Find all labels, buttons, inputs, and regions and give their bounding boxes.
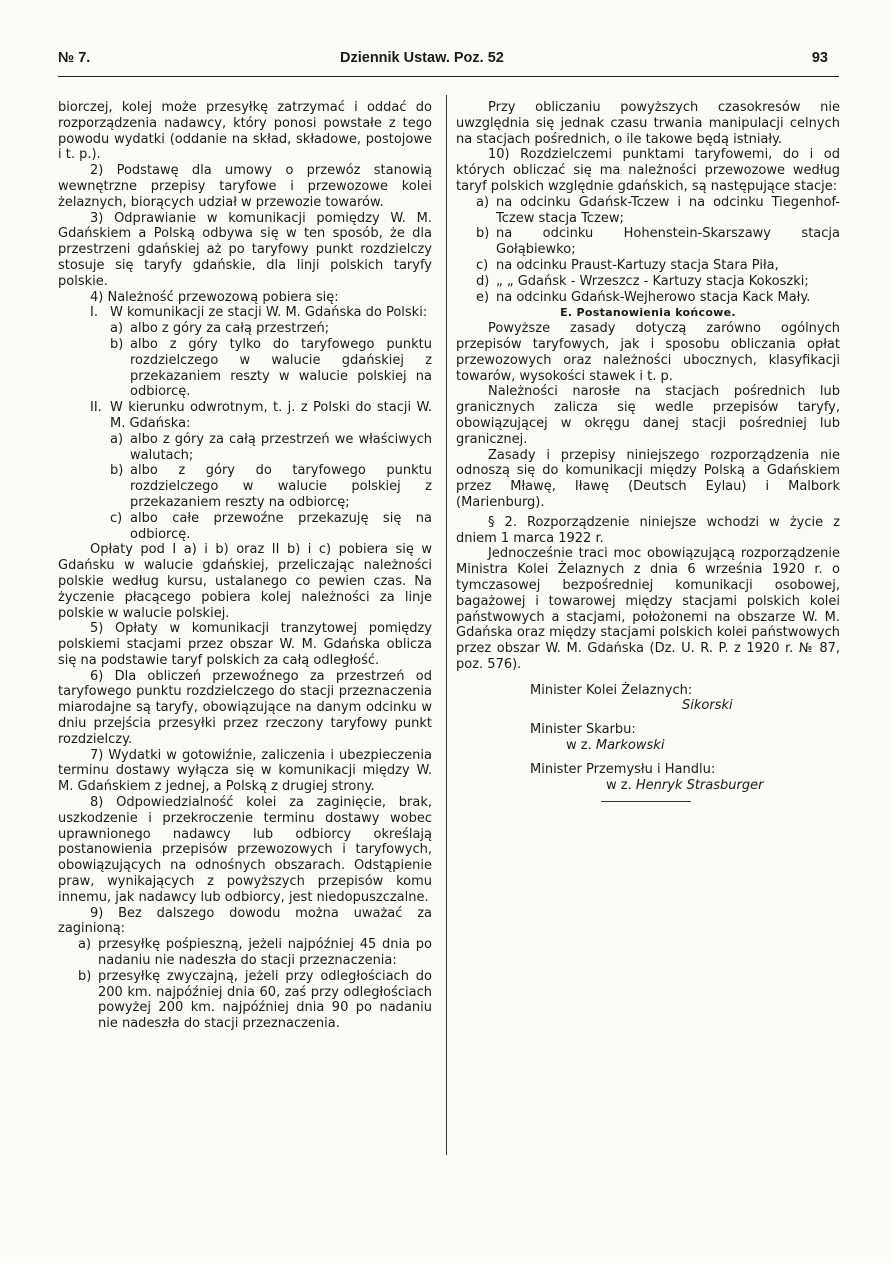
paragraph: Zasady i przepisy niniejszego rozporządzenia nie odnoszą się do komunikacji między Polską a Gdańskiem przez Mławę, Iławę (Deutsch Eylau) i Malbork (Marienburg). xyxy=(456,447,840,510)
list-marker: I. xyxy=(90,305,98,321)
paragraph: 10) Rozdzielczemi punktami taryfowemi, do i od których obliczać się ma należności przewozowe według taryf polskich względnie gdańskich, są następujące stacje: xyxy=(456,147,840,194)
paragraph: 3) Odprawianie w komunikacji pomiędzy W. M. Gdańskiem a Polską odbywa się w ten sposób, że dla przestrzeni gdańskiej aż po taryfowy punkt rozdzielczy stosuje się taryfy gdańskie, dla linji polskich taryfy polskie. xyxy=(58,210,432,289)
list-item xyxy=(58,432,432,464)
list-text: W komunikacji ze stacji W. M. Gdańska do Polski: xyxy=(110,305,428,321)
list-marker: d) xyxy=(476,273,490,289)
paragraph: 8) Odpowiedzialność kolei za zaginięcie, brak, uszkodzenie i przekroczenie terminu dostawy wobec uprawnionego nadawcy lub odbiorcy określają postanowienia przepisów przewozowych i taryfowych, obowiązujących na odnośnych obszarach. Odstąpienie praw, wynikających z powyższych przepisów komu innemu, jak nadawcy lub odbiorcy, jest niedopuszczalne. xyxy=(58,795,432,905)
list-item xyxy=(58,463,432,510)
page-number: 93 xyxy=(811,50,828,66)
paragraph: 4) Należność przewozową pobiera się: xyxy=(90,289,339,305)
paragraph: Powyższe zasady dotyczą zarówno ogólnych przepisów taryfowych, jak i sposobu obliczania opłat przewozowych oraz należności ubocznych, klasyfikacji towarów, wysokości stawek i t. p. xyxy=(456,321,840,384)
list-text: przesyłkę zwyczajną, jeżeli przy odległościach do 200 km. najpóźniej dnia 60, zaś przy odległościach powyżej 200 km. najpóźniej dnia 90 po nadaniu nie nadeszła do stacji przeznaczenia. xyxy=(98,968,432,1032)
list-marker: c) xyxy=(476,257,489,273)
signature-prefix: w z. xyxy=(566,738,592,754)
right-column xyxy=(456,100,840,802)
list-item xyxy=(456,195,840,227)
page-header xyxy=(58,50,828,72)
signature-title: Minister Przemysłu i Handlu: xyxy=(530,761,716,777)
paragraph: Należności narosłe na stacjach pośrednich lub granicznych zalicza się wedle przepisów taryfy, obowiązującej w okręgu danej stacji pośredniej lub granicznej. xyxy=(456,384,840,447)
list-text: przesyłkę pośpieszną, jeżeli najpóźniej 45 dnia po nadaniu nie nadeszła do stacji przeznaczenia: xyxy=(98,937,432,969)
paragraph: 6) Dla obliczeń przewoźnego za przestrzeń od taryfowego punktu rozdzielczego do stacji przeznaczenia miarodajne są taryfy, obowiązujące na danym odcinku w dniu przejścia przesyłki przez rzeczony taryfowy punkt rozdzielczy. xyxy=(58,668,432,747)
signature-title: Minister Kolei Żelaznych: xyxy=(530,682,693,698)
list-text: albo z góry za całą przestrzeń we właściwych walutach; xyxy=(130,431,432,463)
list-text: na odcinku Gdańsk-Tczew i na odcinku Tiegenhof-Tczew stacja Tczew; xyxy=(496,194,840,226)
signature-prefix: w z. xyxy=(606,777,632,793)
signature-line xyxy=(456,738,840,754)
list-marker: e) xyxy=(476,289,490,305)
list-text: na odcinku Praust-Kartuzy stacja Stara Piła, xyxy=(496,257,779,273)
list-text: albo z góry do taryfowego punktu rozdzielczego w walucie polskiej z przekazaniem reszty na odbiorcę; xyxy=(130,463,432,510)
list-item xyxy=(58,511,432,543)
left-column xyxy=(58,100,432,1032)
list-item xyxy=(456,274,840,290)
list-marker: b) xyxy=(110,463,124,479)
list-marker: II. xyxy=(90,400,102,416)
list-marker: b) xyxy=(110,336,124,352)
list-marker: b) xyxy=(476,226,490,242)
header-rule xyxy=(58,76,839,77)
list-marker: a) xyxy=(110,321,124,337)
list-text: albo z góry tylko do taryfowego punktu rozdzielczego w walucie gdańskiej z przekazaniem reszty w walucie polskiej na odbiorcę. xyxy=(130,336,432,400)
paragraph: biorczej, kolej może przesyłkę zatrzymać i oddać do rozporządzenia nadawcy, który ponosi powstałe z tego powodu wydatki (oddanie na skład, składowe, postojowe i t. p.). xyxy=(58,100,432,163)
signature-name: Sikorski xyxy=(682,698,733,714)
section-heading: E. Postanowienia końcowe. xyxy=(560,306,736,320)
list-item xyxy=(58,305,432,321)
list-marker: c) xyxy=(110,510,123,526)
paragraph: 9) Bez dalszego dowodu można uważać za zaginioną: xyxy=(58,905,432,937)
list-item xyxy=(58,321,432,337)
list-marker: a) xyxy=(78,937,92,953)
list-text: albo całe przewoźne przekazuję się na odbiorcę. xyxy=(130,510,432,542)
paragraph: Opłaty pod I a) i b) oraz II b) i c) pobiera się w Gdańsku w walucie gdańskiej, przeliczając należności polskie według kursu, ustalanego co pewien czas. Na życzenie płacącego pobiera kolej należności za linje polskie w walucie polskiej. xyxy=(58,542,432,621)
paragraph: 7) Wydatki w gotowiźnie, zaliczenia i ubezpieczenia terminu dostawy wyłącza się w komunikacji między W. M. Gdańskiem z jednej, a Polską z drugiej strony. xyxy=(58,747,432,795)
paragraph: § 2. Rozporządzenie niniejsze wchodzi w życie z dniem 1 marca 1922 r. xyxy=(456,514,840,546)
paragraph: Jednocześnie traci moc obowiązującą rozporządzenie Ministra Kolei Żelaznych z dnia 6 września 1920 r. o tymczasowej bezpośredniej komunikacji osobowej, bagażowej i towarowej między stacjami polskich kolei państwowych a stacjami, położonemi na obszarze W. M. Gdańska oraz między stacjami polskich kolei państwowych przez obszar W. M. Gdańska (Dz. U. R. P. z 1920 r. № 87, poz. 576). xyxy=(456,546,840,672)
end-rule xyxy=(601,801,691,802)
list-item xyxy=(58,969,432,1032)
list-text: na odcinku Hohenstein-Skarszawy stacja Gołąbiewko; xyxy=(496,226,840,258)
list-item xyxy=(58,337,432,400)
list-item xyxy=(456,290,840,306)
signature-line xyxy=(456,778,840,794)
list-text: albo z góry za całą przestrzeń; xyxy=(130,321,330,337)
list-marker: a) xyxy=(476,194,490,210)
signature-title: Minister Skarbu: xyxy=(530,722,636,738)
list-item xyxy=(58,400,432,432)
journal-title: Dziennik Ustaw. Poz. 52 xyxy=(340,50,504,66)
list-item xyxy=(456,258,840,274)
list-item xyxy=(58,937,432,969)
list-item xyxy=(456,226,840,258)
list-text: W kierunku odwrotnym, t. j. z Polski do stacji W. M. Gdańska: xyxy=(110,400,432,431)
list-text: na odcinku Gdańsk-Wejherowo stacja Kack Mały. xyxy=(496,289,811,305)
list-marker: a) xyxy=(110,431,124,447)
issue-number: № 7. xyxy=(58,50,91,66)
paragraph: 2) Podstawę dla umowy o przewóz stanowią wewnętrzne przepisy taryfowe i przewozowe kolei żelaznych, biorących udział w przewozie towarów. xyxy=(58,163,432,210)
paragraph: 5) Opłaty w komunikacji tranzytowej pomiędzy polskiemi stacjami przez obszar W. M. Gdańska oblicza się na podstawie taryf polskich za całą odległość. xyxy=(58,621,432,668)
list-text: „ „ Gdańsk - Wrzeszcz - Kartuzy stacja Kokoszki; xyxy=(496,273,809,289)
signature-name: Markowski xyxy=(595,738,665,754)
paragraph: Przy obliczaniu powyższych czasokresów nie uwzględnia się jednak czasu trwania manipulacji celnych na stacjach pośrednich, o ile takowe będą istniały. xyxy=(456,100,840,147)
list-marker: b) xyxy=(78,968,92,984)
signature-name: Henryk Strasburger xyxy=(635,777,764,793)
column-divider xyxy=(446,95,447,1155)
